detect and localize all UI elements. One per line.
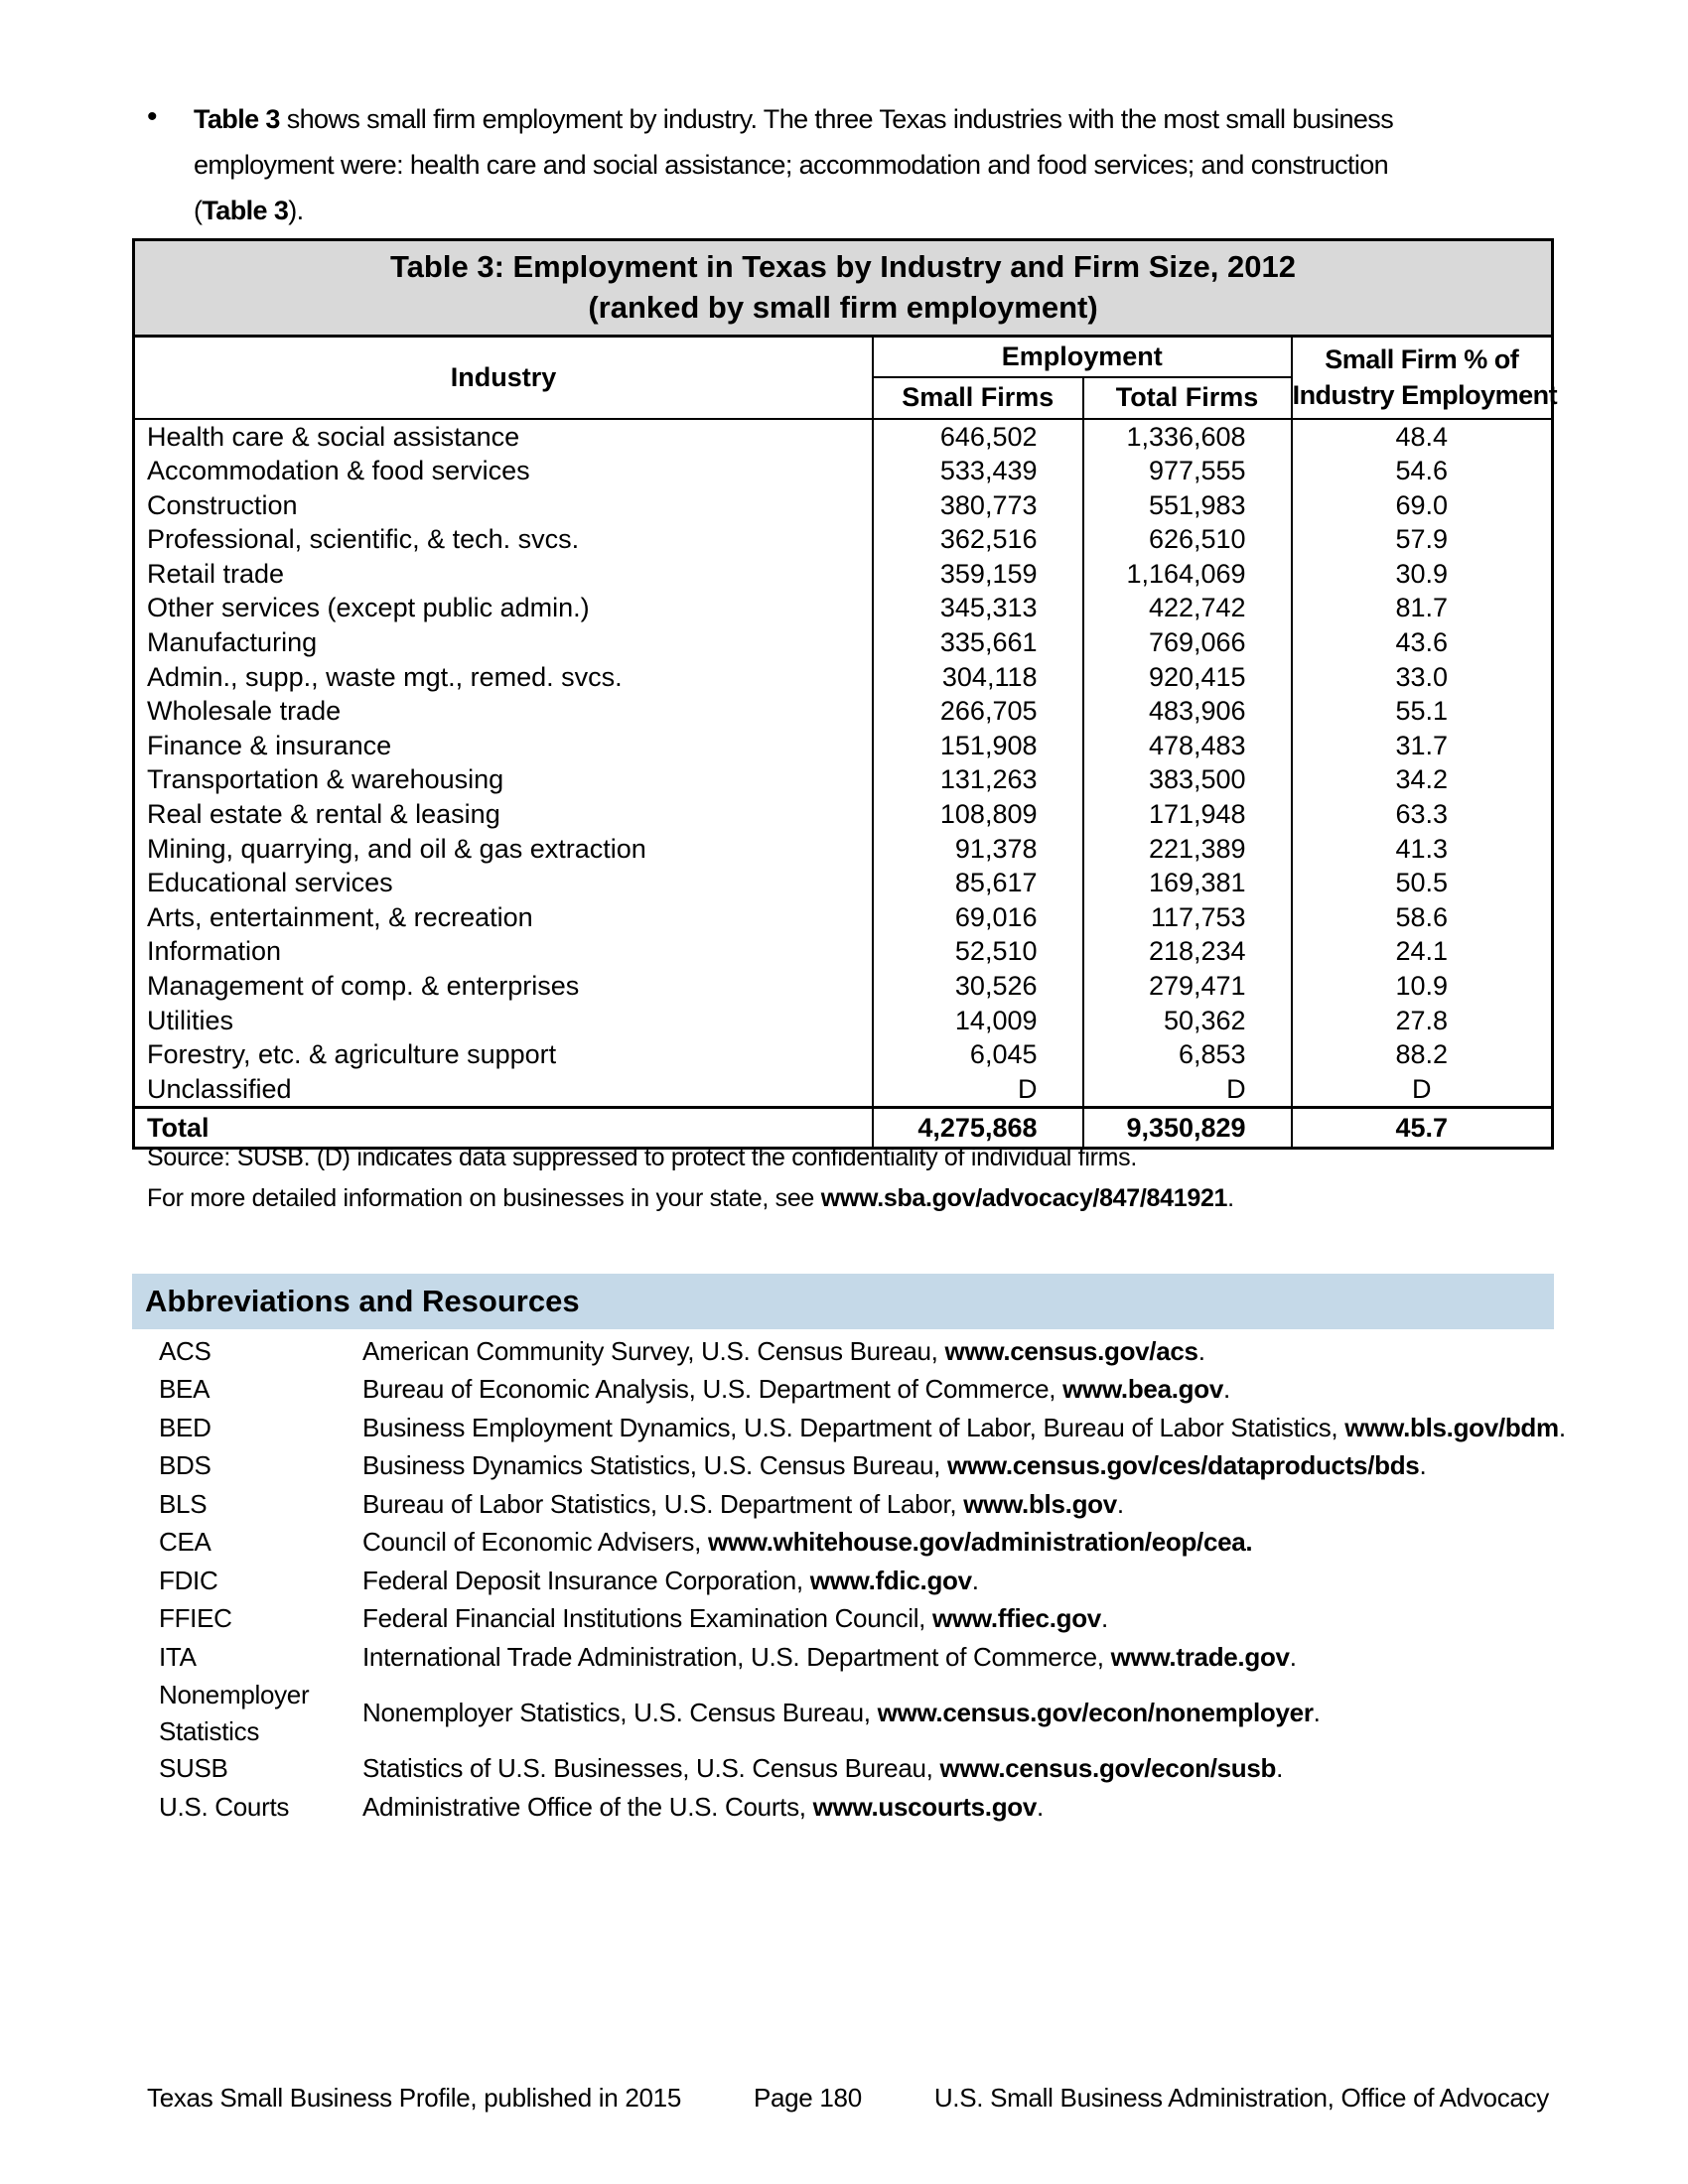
table-row <box>134 522 1553 557</box>
small-firms-cell: 52,510 <box>873 934 1082 969</box>
small-firms-cell: 131,263 <box>873 762 1082 797</box>
abbreviation-item <box>159 1332 1559 1371</box>
pct-cell: 55.1 <box>1292 694 1553 729</box>
description-text: Federal Deposit Insurance Corporation, <box>362 1565 810 1595</box>
table-row <box>134 488 1553 523</box>
intro-line-2: employment were: health care and social assistance; accommodation and food services; and construction <box>194 150 1389 180</box>
table-row <box>134 694 1553 729</box>
abbreviation-item <box>159 1562 1559 1600</box>
table-title-line2: (ranked by small firm employment) <box>588 290 1098 325</box>
intro-line3-pre: ( <box>194 196 203 225</box>
description-text: Statistics of U.S. Businesses, U.S. Census Bureau, <box>362 1753 940 1784</box>
url-link[interactable]: www.fdic.gov <box>809 1565 972 1595</box>
table-row <box>134 832 1553 867</box>
abbreviation-description <box>362 1413 1566 1443</box>
pct-cell: 33.0 <box>1292 660 1553 695</box>
abbreviation-description <box>362 1698 1559 1728</box>
industry-cell: Forestry, etc. & agriculture support <box>147 1039 557 1070</box>
industry-cell: Utilities <box>147 1005 234 1035</box>
abbreviation-item <box>159 1677 1559 1750</box>
pct-cell: 30.9 <box>1292 557 1553 592</box>
abbreviation-item <box>159 1524 1559 1563</box>
url-link[interactable]: www.whitehouse.gov/administration/eop/cea. <box>707 1527 1253 1558</box>
description-text: Bureau of Labor Statistics, U.S. Department of Labor, <box>362 1488 964 1519</box>
small-firms-cell: 30,526 <box>873 969 1082 1004</box>
table-row <box>134 729 1553 763</box>
total-firms-cell: 218,234 <box>1083 934 1292 969</box>
abbreviation-description <box>362 1792 1559 1823</box>
description-text: International Trade Administration, U.S. Department of Commerce, <box>362 1641 1111 1672</box>
total-pct-value: 45.7 <box>1292 1108 1553 1149</box>
total-firms-cell: 117,753 <box>1083 900 1292 935</box>
pct-cell: 54.6 <box>1292 454 1553 488</box>
column-header-employment: Employment <box>873 337 1292 377</box>
abbreviation-label: FDIC <box>159 1565 218 1595</box>
pct-cell: 41.3 <box>1292 832 1553 867</box>
abbreviation-label: ITA <box>159 1641 197 1672</box>
url-link[interactable]: www.uscourts.gov <box>812 1791 1038 1822</box>
abbreviation-description <box>362 1374 1559 1405</box>
small-firms-cell: 304,118 <box>873 660 1082 695</box>
industry-cell: Transportation & warehousing <box>147 764 504 795</box>
table-row <box>134 419 1553 455</box>
pct-cell: 81.7 <box>1292 591 1553 625</box>
table-row <box>134 900 1553 935</box>
table-row <box>134 797 1553 832</box>
pct-cell: 50.5 <box>1292 866 1553 900</box>
industry-cell: Mining, quarrying, and oil & gas extraction <box>147 833 646 864</box>
small-firms-cell: 69,016 <box>873 900 1082 935</box>
industry-cell: Manufacturing <box>147 627 318 658</box>
description-period: . <box>971 1565 979 1595</box>
description-text: Federal Financial Institutions Examination Council, <box>362 1603 933 1634</box>
intro-bold-table3-ref: Table 3 <box>202 196 289 225</box>
abbreviation-item <box>159 1371 1559 1410</box>
total-firms-cell: 478,483 <box>1083 729 1292 763</box>
pct-cell: 24.1 <box>1292 934 1553 969</box>
employment-table <box>132 238 1558 1150</box>
description-period: . <box>1116 1488 1124 1519</box>
table-row <box>134 866 1553 900</box>
more-info-period: . <box>1227 1184 1234 1212</box>
pct-cell: 48.4 <box>1292 419 1553 455</box>
footer-publication: Texas Small Business Profile, published in 2015 <box>147 2083 681 2113</box>
industry-cell: Educational services <box>147 868 393 898</box>
pct-cell: 31.7 <box>1292 729 1553 763</box>
description-text: Administrative Office of the U.S. Courts, <box>362 1791 813 1822</box>
industry-cell: Health care & social assistance <box>147 421 520 452</box>
footer-agency: U.S. Small Business Administration, Office of Advocacy <box>933 2083 1549 2113</box>
total-firms-cell: 626,510 <box>1083 522 1292 557</box>
column-header-small-firm-pct <box>1292 337 1558 419</box>
description-period: . <box>1197 1335 1205 1366</box>
url-link[interactable]: www.census.gov/acs <box>944 1335 1198 1366</box>
abbreviation-label: CEA <box>159 1527 211 1558</box>
total-label: Total <box>134 1108 874 1149</box>
total-firms-cell: 279,471 <box>1083 969 1292 1004</box>
small-firms-cell: 533,439 <box>873 454 1082 488</box>
small-firms-cell: 91,378 <box>873 832 1082 867</box>
pct-cell: D <box>1292 1072 1553 1108</box>
industry-cell: Arts, entertainment, & recreation <box>147 901 533 932</box>
column-header-small-firms: Small Firms <box>873 377 1082 419</box>
page-footer <box>147 2083 1549 2114</box>
intro-line3-post: ). <box>288 196 304 225</box>
abbreviation-description <box>362 1450 1559 1481</box>
table-row <box>134 660 1553 695</box>
intro-line-1 <box>194 96 1537 142</box>
description-text: Business Employment Dynamics, U.S. Department of Labor, Bureau of Labor Statistics, <box>362 1412 1345 1442</box>
industry-cell: Construction <box>147 489 298 520</box>
column-header-total-firms: Total Firms <box>1083 377 1292 419</box>
table-row <box>134 1004 1553 1038</box>
description-period: . <box>1223 1374 1230 1405</box>
url-link[interactable]: www.trade.gov <box>1110 1641 1290 1672</box>
abbreviation-item <box>159 1750 1559 1789</box>
abbreviations-section-header: Abbreviations and Resources <box>132 1274 1554 1329</box>
industry-cell: Finance & insurance <box>147 730 392 760</box>
abbreviation-item <box>159 1447 1559 1486</box>
footer-page-number: Page 180 <box>753 2083 862 2113</box>
small-firms-cell: 345,313 <box>873 591 1082 625</box>
url-link[interactable]: www.census.gov/ces/dataproducts/bds <box>947 1450 1420 1481</box>
description-period: . <box>1419 1450 1427 1481</box>
pct-cell: 27.8 <box>1292 1004 1553 1038</box>
intro-line-3 <box>194 188 1537 233</box>
small-firms-cell: 85,617 <box>873 866 1082 900</box>
pct-header-line2: Industry Employment <box>1292 380 1558 411</box>
total-firms-cell: D <box>1083 1072 1292 1108</box>
abbreviation-label: BED <box>159 1412 211 1442</box>
abbreviation-label: SUSB <box>159 1753 228 1784</box>
more-info-text: For more detailed information on businesses in your state, see <box>147 1184 821 1212</box>
intro-bullet-paragraph <box>147 96 1537 233</box>
total-total-firms-value: 9,350,829 <box>1083 1108 1292 1149</box>
url-link[interactable]: www.bea.gov <box>1062 1374 1224 1405</box>
abbreviation-label: FFIEC <box>159 1603 232 1634</box>
industry-cell: Management of comp. & enterprises <box>147 971 580 1001</box>
description-text: Bureau of Economic Analysis, U.S. Department of Commerce, <box>362 1374 1063 1405</box>
table-row <box>134 454 1553 488</box>
table-row <box>134 1037 1553 1072</box>
table-title <box>134 240 1553 337</box>
pct-cell: 43.6 <box>1292 625 1553 660</box>
industry-cell: Admin., supp., waste mgt., remed. svcs. <box>147 661 623 692</box>
total-small-firms-value: 4,275,868 <box>873 1108 1082 1149</box>
description-text: American Community Survey, U.S. Census Bureau, <box>362 1335 945 1366</box>
url-link[interactable]: www.bls.gov <box>963 1488 1117 1519</box>
abbreviation-description <box>362 1527 1559 1558</box>
table-row <box>134 625 1553 660</box>
industry-cell: Accommodation & food services <box>147 456 530 486</box>
small-firms-cell: 108,809 <box>873 797 1082 832</box>
small-firms-cell: 380,773 <box>873 488 1082 523</box>
small-firms-cell: 6,045 <box>873 1037 1082 1072</box>
column-header-industry: Industry <box>134 337 874 419</box>
url-link[interactable]: www.census.gov/econ/susb <box>939 1753 1277 1784</box>
url-link[interactable]: www.sba.gov/advocacy/847/841921 <box>820 1184 1228 1212</box>
table-body <box>134 419 1553 1108</box>
industry-cell: Real estate & rental & leasing <box>147 799 500 830</box>
small-firms-cell: 14,009 <box>873 1004 1082 1038</box>
description-period: . <box>1558 1412 1566 1442</box>
more-info-note <box>147 1184 1234 1213</box>
table-row <box>134 591 1553 625</box>
description-text: Business Dynamics Statistics, U.S. Census Bureau, <box>362 1450 948 1481</box>
abbreviation-label: BEA <box>159 1374 211 1405</box>
total-firms-cell: 977,555 <box>1083 454 1292 488</box>
table-row <box>134 557 1553 592</box>
total-firms-cell: 551,983 <box>1083 488 1292 523</box>
total-firms-cell: 221,389 <box>1083 832 1292 867</box>
total-firms-cell: 769,066 <box>1083 625 1292 660</box>
description-period: . <box>1037 1791 1044 1822</box>
intro-bold-table3: Table 3 <box>194 104 280 134</box>
total-firms-cell: 171,948 <box>1083 797 1292 832</box>
description-text: Nonemployer Statistics, U.S. Census Bureau, <box>362 1698 878 1727</box>
total-firms-cell: 50,362 <box>1083 1004 1292 1038</box>
abbreviation-description <box>362 1603 1559 1634</box>
description-period: . <box>1100 1603 1108 1634</box>
abbreviation-item <box>159 1788 1559 1827</box>
pct-cell: 88.2 <box>1292 1037 1553 1072</box>
abbreviation-description <box>362 1336 1559 1367</box>
total-firms-cell: 1,336,608 <box>1083 419 1292 455</box>
abbreviation-description <box>362 1489 1559 1520</box>
source-note: Source: SUSB. (D) indicates data suppressed to protect the confidentiality of individual firms. <box>147 1144 1138 1171</box>
industry-cell: Wholesale trade <box>147 696 342 727</box>
bullet-icon: • <box>147 100 157 133</box>
small-firms-cell: 151,908 <box>873 729 1082 763</box>
small-firms-cell: D <box>873 1072 1082 1108</box>
pct-cell: 58.6 <box>1292 900 1553 935</box>
industry-cell: Unclassified <box>147 1073 292 1104</box>
url-link[interactable]: www.census.gov/econ/nonemployer <box>877 1698 1314 1727</box>
abbreviation-item <box>159 1638 1559 1677</box>
pct-cell: 57.9 <box>1292 522 1553 557</box>
total-firms-cell: 169,381 <box>1083 866 1292 900</box>
small-firms-cell: 359,159 <box>873 557 1082 592</box>
pct-header-line1: Small Firm % of <box>1325 344 1519 375</box>
total-firms-cell: 6,853 <box>1083 1037 1292 1072</box>
small-firms-cell: 646,502 <box>873 419 1082 455</box>
abbreviation-item <box>159 1485 1559 1524</box>
table-row <box>134 762 1553 797</box>
abbreviation-label: U.S. Courts <box>159 1791 290 1822</box>
abbreviation-label: BLS <box>159 1488 208 1519</box>
total-firms-cell: 422,742 <box>1083 591 1292 625</box>
industry-cell: Professional, scientific, & tech. svcs. <box>147 524 580 555</box>
table-row <box>134 934 1553 969</box>
description-period: . <box>1276 1753 1284 1784</box>
industry-cell: Other services (except public admin.) <box>147 593 590 623</box>
abbreviation-description <box>362 1566 1559 1596</box>
total-firms-cell: 920,415 <box>1083 660 1292 695</box>
abbreviation-item <box>159 1409 1566 1447</box>
pct-cell: 10.9 <box>1292 969 1553 1004</box>
abbreviation-label: Nonemployer Statistics <box>159 1679 310 1746</box>
abbreviation-label: BDS <box>159 1450 211 1481</box>
abbreviation-label: ACS <box>159 1335 211 1366</box>
total-firms-cell: 383,500 <box>1083 762 1292 797</box>
total-firms-cell: 483,906 <box>1083 694 1292 729</box>
pct-cell: 63.3 <box>1292 797 1553 832</box>
description-period: . <box>1313 1698 1321 1727</box>
description-period: . <box>1289 1641 1297 1672</box>
small-firms-cell: 266,705 <box>873 694 1082 729</box>
intro-line1-rest: shows small firm employment by industry. The three Texas industries with the most small business <box>279 104 1394 134</box>
table-total-row <box>134 1108 1553 1149</box>
abbreviation-description <box>362 1642 1559 1673</box>
table-row <box>134 969 1553 1004</box>
url-link[interactable]: www.bls.gov/bdm <box>1344 1412 1559 1442</box>
table-row <box>134 1072 1553 1108</box>
small-firms-cell: 335,661 <box>873 625 1082 660</box>
industry-cell: Retail trade <box>147 558 285 589</box>
total-firms-cell: 1,164,069 <box>1083 557 1292 592</box>
pct-cell: 69.0 <box>1292 488 1553 523</box>
abbreviation-description <box>362 1753 1559 1784</box>
table-title-line1: Table 3: Employment in Texas by Industry and Firm Size, 2012 <box>390 249 1296 284</box>
small-firms-cell: 362,516 <box>873 522 1082 557</box>
abbreviation-item <box>159 1600 1559 1639</box>
abbreviations-list <box>159 1332 1566 1827</box>
intro-text <box>194 96 1537 233</box>
industry-cell: Information <box>147 936 282 967</box>
url-link[interactable]: www.ffiec.gov <box>932 1603 1101 1634</box>
description-text: Council of Economic Advisers, <box>362 1527 708 1558</box>
pct-cell: 34.2 <box>1292 762 1553 797</box>
